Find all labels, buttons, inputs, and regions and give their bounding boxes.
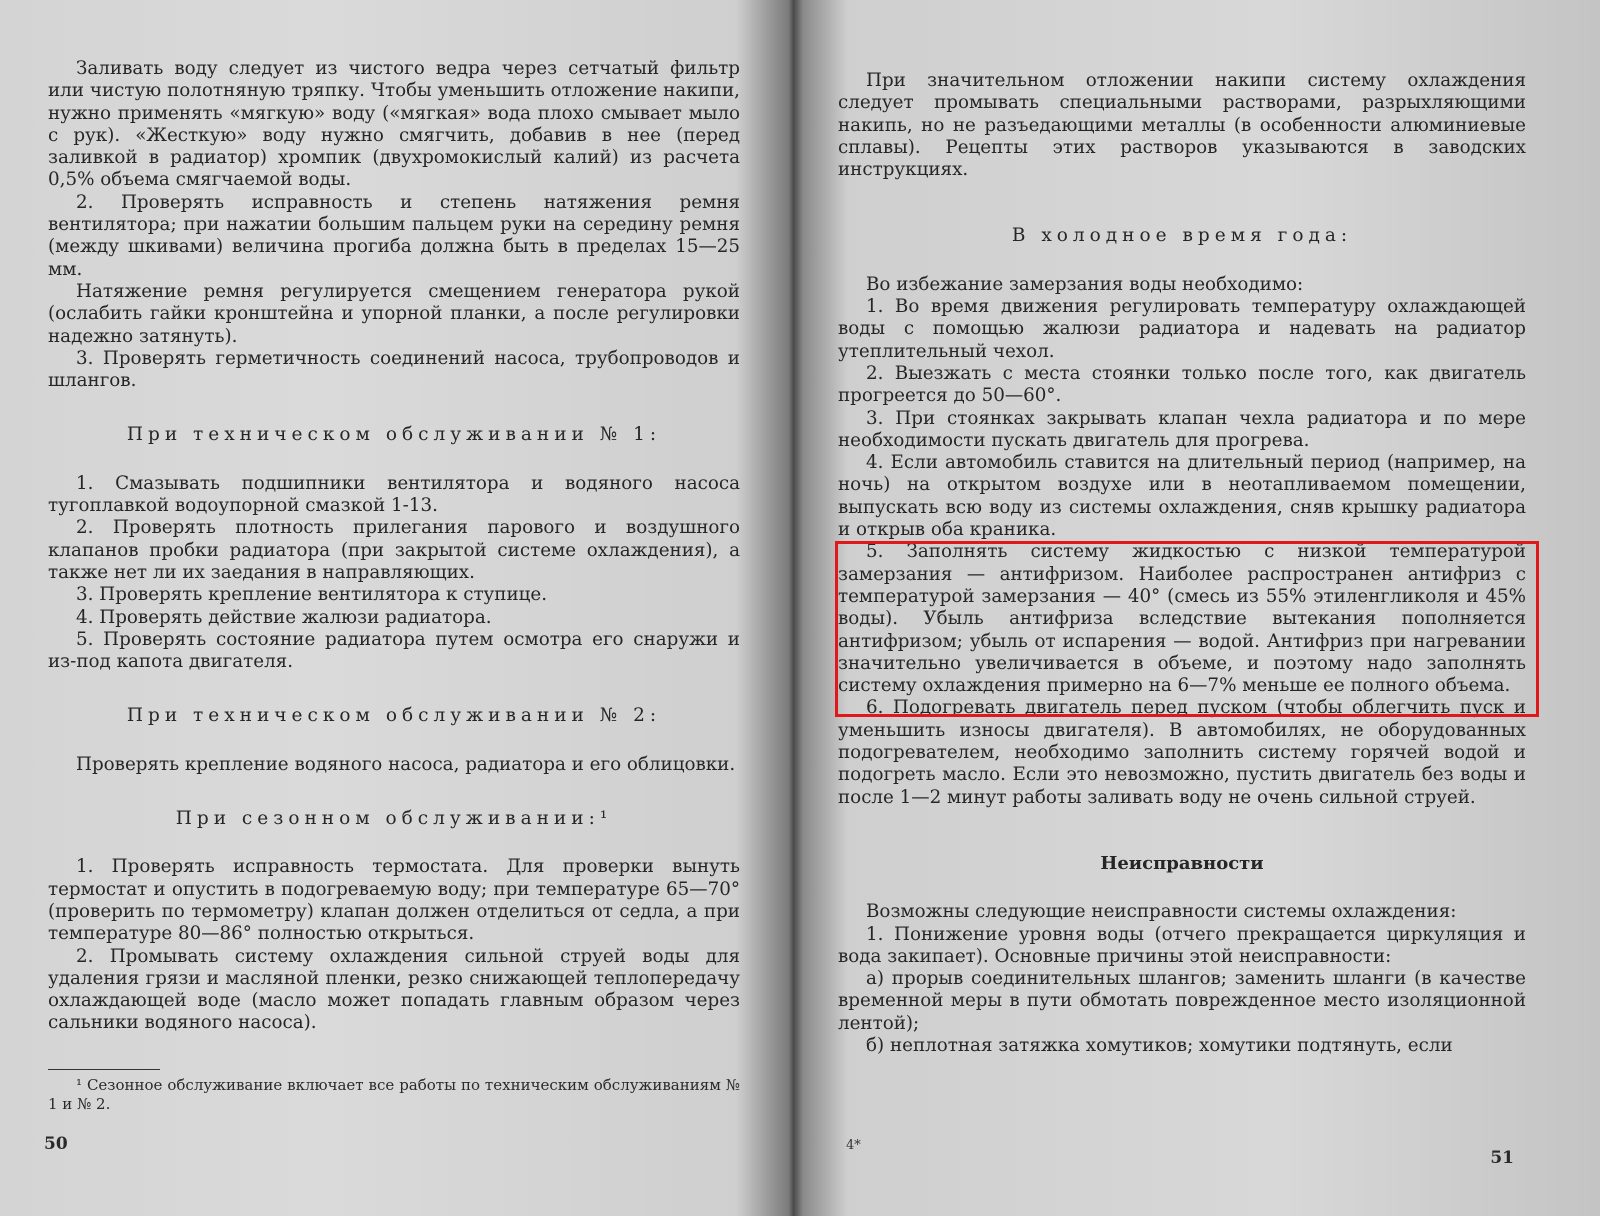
list-item: б) неплотная затяжка хомутиков; хомутики подтянуть, если (866, 1034, 1453, 1056)
right-page (806, 0, 1600, 1216)
list-item: 1. Смазывать подшипники вентилятора и водяного насоса тугоплавкой водоупорной смазкой 1-13. (48, 472, 740, 517)
right-column (838, 70, 1526, 1057)
paragraph: Заливать воду следует из чистого ведра через сетчатый фильтр или чистую полотняную тряпку. Чтобы уменьшить отложение накипи, нужно применять «мягкую» воду («мягкая» вода плохо смывает мыло с рук). «Жесткую» воду нужно смягчить, добавив в нее (перед заливкой в радиатор) хромпик (двухромокислый калий) из расчета 0,5% объема смягчаемой воды. (48, 58, 740, 191)
list-item: 1. Проверять исправность термостата. Для проверки вынуть термостат и опустить в подогреваемую воду; при температуре 65—70° (проверить по термометру) клапан должен отделиться от седла, а при температуре 80—86° полностью открыться. (48, 856, 740, 945)
paragraph: Возможны следующие неисправности системы охлаждения: (866, 901, 1457, 923)
left-column (48, 58, 740, 1114)
list-item: 4. Проверять действие жалюзи радиатора. (76, 606, 492, 628)
footnote: ¹ Сезонное обслуживание включает все работы по техническим обслуживаниям № 1 и № 2. (48, 1075, 740, 1113)
list-item: 1. Во время движения регулировать температуру охлаждающей воды с помощью жалюзи радиатора и надевать на радиатор утеплительный чехол. (838, 296, 1526, 362)
section-heading-seasonal: При сезонном обслуживании:¹ (175, 808, 613, 830)
left-page (0, 0, 794, 1216)
page-number-left: 50 (44, 1134, 68, 1154)
paragraph: Проверять крепление водяного насоса, радиатора и его облицовки. (76, 753, 736, 775)
section-heading-to2: При техническом обслуживании № 2: (126, 705, 662, 727)
list-item: 4. Если автомобиль ставится на длительный период (например, на ночь) на открытом воздухе или в неотапливаемом помещении, выпускать всю воду из системы охлаждения, сняв крышку радиатора и открыв оба краника. (838, 452, 1526, 541)
list-item: 2. Выезжать с места стоянки только после того, как двигатель прогреется до 50—60°. (838, 362, 1526, 407)
section-heading-faults: Неисправности (1100, 852, 1264, 874)
footnote-rule (48, 1069, 160, 1070)
list-item: 3. Проверять крепление вентилятора к ступице. (76, 584, 548, 606)
paragraph: 3. Проверять герметичность соединений насоса, трубопроводов и шлангов. (48, 347, 740, 392)
list-item: 2. Промывать систему охлаждения сильной струей воды для удаления грязи и масляной пленки, резко снижающей теплопередачу охлаждающей воде (масло может попадать главным образом через сальники водяного насоса). (48, 945, 740, 1034)
paragraph: Натяжение ремня регулируется смещением генератора рукой (ослабить гайки кронштейна и упорной планки, а после регулировки надежно затянуть). (48, 280, 740, 347)
list-item: 2. Проверять плотность прилегания парового и воздушного клапанов пробки радиатора (при закрытой системе охлаждения), а также нет ли их заедания в направляющих. (48, 517, 740, 583)
list-item: 1. Понижение уровня воды (отчего прекращается циркуляция и вода закипает). Основные причины этой неисправности: (838, 923, 1526, 967)
list-item-highlighted: 5. Заполнять систему жидкостью с низкой температурой замерзания — антифризом. Наиболее распространен антифриз с температурой замерзания — 40° (смесь из 55% этиленгликоля и 45% воды). Убыль антифриза вследствие вытекания пополняется антифризом; убыль от испарения — водой. Антифриз при нагревании значительно увеличивается в объеме, и поэтому надо заполнять систему охлаждения примерно на 6—7% меньше ее полного объема. (838, 541, 1526, 697)
section-heading-to1: При техническом обслуживании № 1: (126, 424, 662, 446)
paragraph: Во избежание замерзания воды необходимо: (866, 273, 1304, 295)
paragraph: 2. Проверять исправность и степень натяжения ремня вентилятора; при нажатии большим пальцем руки на середину ремня (между шкивами) величина прогиба должна быть в пределах 15—25 мм. (48, 191, 740, 280)
page-number-right: 51 (1490, 1148, 1514, 1168)
list-item: 6. Подогревать двигатель перед пуском (чтобы облегчить пуск и уменьшить износы двигателя). В автомобилях, не оборудованных подогревателем, необходимо заполнить систему горячей водой и подогреть масло. Если это невозможно, пустить двигатель без воды и после 1—2 минут работы заливать воду не очень сильной струей. (838, 697, 1526, 808)
signature-mark: 4* (846, 1138, 861, 1153)
list-item: а) прорыв соединительных шлангов; заменить шланги (в качестве временной меры в пути обмотать поврежденное место изоляционной лентой); (838, 968, 1526, 1034)
list-item: 3. При стоянках закрывать клапан чехла радиатора и по мере необходимости пускать двигатель для прогрева. (838, 407, 1526, 451)
section-heading-cold: В холодное время года: (1011, 225, 1353, 247)
list-item: 5. Проверять состояние радиатора путем осмотра его снаружи и из-под капота двигателя. (48, 628, 740, 673)
paragraph: При значительном отложении накипи систему охлаждения следует промывать специальными растворами, разрыхляющими накипь, но не разъедающими металлы (в особенности алюминиевые сплавы). Рецепты этих растворов указываются в заводских инструкциях. (838, 70, 1526, 181)
